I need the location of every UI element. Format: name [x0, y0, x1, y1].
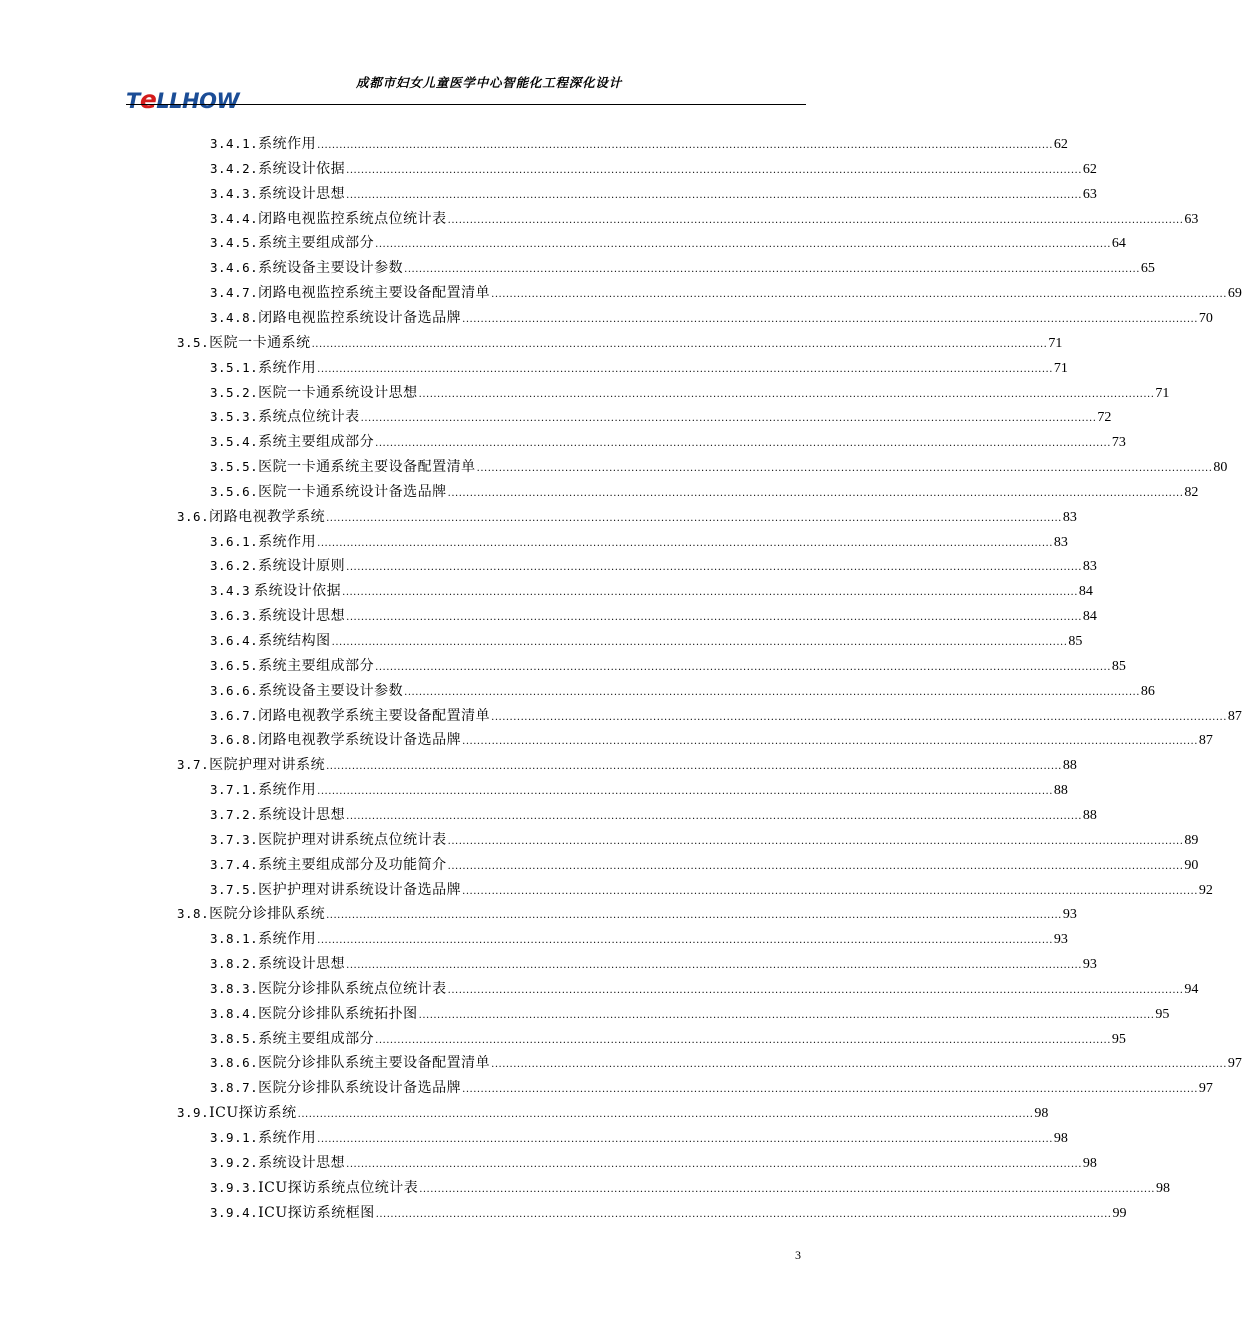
toc-dot-leader: ........................................................................................................................................................................................................	[404, 686, 1140, 698]
toc-entry[interactable]	[210, 878, 1213, 902]
toc-entry[interactable]	[210, 853, 1199, 877]
toc-entry[interactable]	[210, 1126, 1068, 1150]
toc-entry-number: 3.5.3.	[210, 409, 259, 425]
toc-entry-page: 84	[1078, 584, 1093, 600]
toc-entry[interactable]	[210, 554, 1097, 578]
toc-dot-leader: ........................................................................................................................................................................................................	[462, 313, 1198, 325]
toc-entry[interactable]	[210, 381, 1170, 405]
toc-entry-page: 83	[1053, 534, 1068, 550]
toc-entry-number: 3.4.8.	[210, 309, 259, 325]
toc-entry[interactable]	[210, 828, 1199, 852]
toc-entry-title: 系统设计依据	[254, 583, 342, 600]
toc-dot-leader: ........................................................................................................................................................................................................	[346, 960, 1082, 972]
toc-entry[interactable]	[210, 778, 1068, 802]
toc-entry-page: 62	[1053, 137, 1068, 152]
toc-entry[interactable]	[210, 1151, 1097, 1175]
toc-entry-number: 3.4.3.	[210, 185, 259, 201]
toc-entry[interactable]	[210, 704, 1242, 728]
toc-dot-leader: ........................................................................................................................................................................................................	[404, 264, 1140, 276]
toc-entry-page: 98	[1082, 1155, 1097, 1171]
toc-entry-number: 3.6.8.	[210, 732, 259, 748]
toc-entry[interactable]	[210, 530, 1068, 554]
toc-dot-leader: ........................................................................................................................................................................................................	[346, 1158, 1082, 1170]
toc-dot-leader: ........................................................................................................................................................................................................	[462, 885, 1198, 897]
toc-entry-title: 系统作用	[258, 533, 317, 550]
toc-entry-number: 3.4.4.	[210, 210, 259, 226]
toc-dot-leader: ........................................................................................................................................................................................................	[331, 637, 1068, 648]
toc-entry-page: 97	[1198, 1081, 1213, 1097]
toc-entry[interactable]	[210, 207, 1199, 231]
toc-entry-page: 71	[1155, 385, 1170, 401]
toc-entry-page: 94	[1184, 981, 1199, 997]
toc-entry-page: 72	[1097, 410, 1112, 426]
toc-entry-number: 3.7.	[177, 757, 210, 773]
toc-dot-leader: ........................................................................................................................................................................................................	[491, 289, 1227, 301]
toc-dot-leader: ........................................................................................................................................................................................................	[447, 835, 1184, 847]
toc-entry-title: 医院一卡通系统主要设备配置清单	[258, 459, 476, 476]
toc-entry-number: 3.7.3.	[210, 831, 259, 847]
toc-entry[interactable]	[210, 455, 1228, 479]
toc-dot-leader: ........................................................................................................................................................................................................	[326, 761, 1062, 773]
toc-entry-title: 系统主要组成部分	[258, 657, 375, 674]
toc-entry-page: 98	[1034, 1106, 1049, 1122]
toc-dot-leader: ........................................................................................................................................................................................................	[418, 388, 1155, 400]
toc-entry-page: 88	[1053, 783, 1068, 799]
toc-dot-leader: ........................................................................................................................................................................................................	[346, 612, 1082, 624]
toc-entry-title: 系统设计原则	[258, 558, 346, 575]
toc-entry-page: 83	[1082, 559, 1097, 575]
toc-entry-title: 系统设计思想	[258, 956, 346, 973]
toc-entry[interactable]	[210, 430, 1126, 454]
toc-entry[interactable]	[210, 803, 1097, 827]
toc-dot-leader: ........................................................................................................................................................................................................	[375, 438, 1111, 450]
toc-entry-number: 3.9.3.	[210, 1179, 259, 1195]
toc-entry-title: 系统作用	[258, 136, 317, 152]
toc-entry-number: 3.5.5.	[210, 459, 259, 475]
toc-entry-page: 84	[1082, 609, 1097, 625]
toc-entry-title: 系统设备主要设计参数	[258, 260, 404, 277]
toc-entry-title: 医院一卡通系统设计思想	[258, 384, 418, 401]
toc-entry-page: 98	[1053, 1131, 1068, 1146]
toc-dot-leader: ........................................................................................................................................................................................................	[317, 363, 1053, 375]
toc-dot-leader: ........................................................................................................................................................................................................	[346, 562, 1082, 574]
toc-entry[interactable]	[177, 505, 1077, 529]
toc-entry-number: 3.4.1.	[210, 136, 259, 151]
toc-entry[interactable]	[210, 1027, 1126, 1051]
toc-entry[interactable]	[177, 331, 1063, 355]
toc-entry[interactable]	[210, 1201, 1127, 1225]
toc-entry-page: 65	[1140, 261, 1155, 277]
toc-entry[interactable]	[210, 728, 1213, 752]
toc-entry-number: 3.9.4.	[210, 1204, 259, 1220]
toc-entry-number: 3.5.	[177, 334, 210, 350]
toc-dot-leader: ........................................................................................................................................................................................................	[317, 786, 1053, 798]
toc-entry[interactable]	[210, 679, 1155, 703]
toc-dot-leader: ........................................................................................................................................................................................................	[375, 1034, 1111, 1046]
toc-entry[interactable]	[210, 132, 1068, 156]
toc-dot-leader: ........................................................................................................................................................................................................	[375, 239, 1111, 251]
toc-entry-page: 87	[1227, 708, 1242, 724]
logo-letter-e: e	[139, 85, 157, 114]
logo-letter-t: T	[126, 89, 140, 113]
toc-entry[interactable]	[210, 629, 1083, 653]
toc-entry-title: ICU探访系统点位统计表	[258, 1179, 419, 1196]
toc-entry-number: 3.8.2.	[210, 956, 259, 972]
toc-entry-page: 82	[1184, 484, 1199, 500]
toc-dot-leader: ........................................................................................................................................................................................................	[311, 338, 1048, 350]
toc-entry-page: 64	[1111, 236, 1126, 252]
toc-entry-title: 医院分诊排队系统拓扑图	[258, 1005, 418, 1022]
toc-entry-page: 92	[1198, 882, 1213, 898]
toc-entry-title: 系统设计思想	[258, 1154, 346, 1171]
toc-dot-leader: ........................................................................................................................................................................................................	[346, 164, 1082, 176]
toc-entry-number: 3.8.7.	[210, 1080, 259, 1096]
toc-entry-number: 3.7.2.	[210, 806, 259, 822]
toc-entry-title: 医院护理对讲系统点位统计表	[258, 831, 447, 848]
toc-entry-page: 88	[1082, 807, 1097, 823]
toc-entry-number: 3.9.	[177, 1105, 210, 1121]
toc-dot-leader: ........................................................................................................................................................................................................	[342, 587, 1078, 599]
toc-entry[interactable]	[210, 405, 1112, 429]
toc-entry[interactable]	[210, 182, 1097, 206]
toc-entry-title: 系统作用	[258, 359, 317, 376]
toc-entry-page: 89	[1184, 832, 1199, 848]
toc-entry-page: 86	[1140, 683, 1155, 699]
toc-entry-number: 3.8.1.	[210, 931, 259, 947]
toc-dot-leader: ........................................................................................................................................................................................................	[346, 810, 1082, 822]
toc-dot-leader: ........................................................................................................................................................................................................	[418, 1009, 1155, 1021]
toc-entry-number: 3.6.6.	[210, 682, 259, 698]
toc-entry[interactable]	[210, 231, 1126, 255]
toc-entry-number: 3.4.6.	[210, 260, 259, 276]
toc-entry-number: 3.8.3.	[210, 980, 259, 996]
toc-entry-title: 系统主要组成部分	[258, 434, 375, 451]
toc-entry-page: 62	[1082, 161, 1097, 177]
toc-entry-page: 93	[1062, 907, 1077, 923]
toc-entry[interactable]	[210, 306, 1213, 330]
toc-entry-title: 医院一卡通系统设计备选品牌	[258, 483, 447, 500]
toc-entry-page: 95	[1111, 1031, 1126, 1047]
toc-entry[interactable]	[210, 1002, 1170, 1026]
toc-entry-page: 87	[1198, 733, 1213, 749]
toc-entry-number: 3.6.2.	[210, 558, 259, 574]
toc-entry-title: 系统结构图	[258, 633, 331, 649]
toc-entry-title: 系统设计思想	[258, 185, 346, 202]
toc-entry-number: 3.6.3.	[210, 608, 259, 624]
toc-dot-leader: ........................................................................................................................................................................................................	[326, 910, 1062, 922]
toc-entry-title: 系统作用	[258, 1130, 317, 1146]
toc-dot-leader: ........................................................................................................................................................................................................	[346, 189, 1082, 201]
toc-entry-title: 系统设计依据	[258, 160, 346, 177]
toc-dot-leader: ........................................................................................................................................................................................................	[447, 214, 1184, 226]
toc-entry-number: 3.6.	[177, 508, 210, 524]
toc-entry[interactable]	[210, 480, 1199, 504]
toc-dot-leader: ........................................................................................................................................................................................................	[462, 736, 1198, 748]
toc-entry-title: 医院分诊排队系统	[209, 906, 326, 923]
toc-entry-page: 71	[1053, 360, 1068, 376]
toc-entry-number: 3.4.7.	[210, 285, 259, 301]
toc-entry-title: 医院分诊排队系统设计备选品牌	[258, 1080, 462, 1097]
toc-entry-page: 73	[1111, 435, 1126, 451]
toc-entry-number: 3.8.4.	[210, 1005, 259, 1021]
toc-entry-page: 70	[1198, 310, 1213, 326]
toc-dot-leader: ........................................................................................................................................................................................................	[375, 661, 1111, 673]
toc-entry-number: 3.4.3	[210, 583, 251, 599]
toc-dot-leader: ........................................................................................................................................................................................................	[447, 860, 1184, 872]
toc-dot-leader: ........................................................................................................................................................................................................	[297, 1109, 1034, 1121]
toc-entry-page: 71	[1048, 335, 1063, 351]
toc-entry-title: 闭路电视教学系统设计备选品牌	[258, 732, 462, 749]
toc-entry[interactable]	[210, 1051, 1242, 1075]
toc-entry-number: 3.5.6.	[210, 483, 259, 499]
toc-dot-leader: ........................................................................................................................................................................................................	[447, 487, 1184, 499]
toc-entry-title: 闭路电视监控系统主要设备配置清单	[258, 285, 491, 302]
toc-entry-title: ICU探访系统框图	[258, 1204, 375, 1221]
toc-entry[interactable]	[210, 604, 1097, 628]
logo-letters-llhow: LLHOW	[156, 89, 240, 113]
toc-entry-page: 85	[1068, 634, 1083, 649]
toc-entry-number: 3.5.4.	[210, 434, 259, 450]
toc-entry-number: 3.5.1.	[210, 359, 259, 375]
toc-entry-page: 80	[1213, 460, 1228, 476]
toc-entry-title: 医院分诊排队系统主要设备配置清单	[258, 1055, 491, 1072]
toc-entry[interactable]	[177, 753, 1077, 777]
toc-entry-title: 闭路电视教学系统主要设备配置清单	[258, 707, 491, 724]
toc-entry-page: 69	[1227, 286, 1242, 302]
toc-entry[interactable]	[210, 1076, 1213, 1100]
toc-entry-number: 3.8.	[177, 906, 210, 922]
toc-entry-number: 3.8.5.	[210, 1030, 259, 1046]
toc-entry[interactable]	[210, 952, 1097, 976]
toc-entry[interactable]	[210, 157, 1097, 181]
toc-entry-page: 90	[1184, 857, 1199, 873]
toc-entry-page: 85	[1111, 658, 1126, 674]
toc-entry[interactable]	[210, 927, 1068, 951]
toc-dot-leader: ........................................................................................................................................................................................................	[317, 140, 1053, 151]
toc-entry[interactable]	[210, 256, 1155, 280]
toc-entry-page: 99	[1112, 1205, 1127, 1221]
toc-entry-title: 闭路电视监控系统点位统计表	[258, 210, 447, 227]
toc-entry-number: 3.6.5.	[210, 657, 259, 673]
toc-entry-page: 88	[1062, 758, 1077, 774]
toc-entry-title: 系统设备主要设计参数	[258, 682, 404, 699]
toc-entry-title: 系统作用	[258, 931, 317, 948]
toc-entry-number: 3.6.7.	[210, 707, 259, 723]
toc-entry-number: 3.8.6.	[210, 1055, 259, 1071]
toc-entry[interactable]	[210, 977, 1199, 1001]
toc-entry-number: 3.4.2.	[210, 160, 259, 176]
toc-dot-leader: ........................................................................................................................................................................................................	[491, 711, 1227, 723]
toc-entry[interactable]	[210, 281, 1242, 305]
toc-dot-leader: ........................................................................................................................................................................................................	[317, 935, 1053, 947]
toc-entry-page: 93	[1053, 932, 1068, 948]
header-divider	[126, 104, 806, 105]
toc-entry-page: 95	[1155, 1006, 1170, 1022]
toc-entry-number: 3.7.4.	[210, 856, 259, 872]
toc-entry-title: 闭路电视教学系统	[209, 508, 326, 525]
toc-entry-title: 系统点位统计表	[258, 409, 360, 426]
toc-entry-number: 3.7.5.	[210, 881, 259, 897]
toc-entry-page: 63	[1184, 211, 1199, 227]
toc-entry-title: 医院护理对讲系统	[209, 757, 326, 774]
toc-dot-leader: ........................................................................................................................................................................................................	[326, 512, 1062, 524]
toc-entry-page: 98	[1155, 1180, 1170, 1196]
toc-entry-title: 系统设计思想	[258, 806, 346, 823]
toc-entry-number: 3.5.2.	[210, 384, 259, 400]
toc-entry-number: 3.6.4.	[210, 633, 259, 648]
toc-entry[interactable]	[210, 356, 1068, 380]
toc-entry-number: 3.9.2.	[210, 1154, 259, 1170]
toc-dot-leader: ........................................................................................................................................................................................................	[476, 463, 1213, 475]
toc-entry-title: 系统主要组成部分及功能简介	[258, 856, 447, 873]
toc-dot-leader: ........................................................................................................................................................................................................	[462, 1084, 1198, 1096]
toc-entry-page: 97	[1227, 1056, 1242, 1072]
toc-entry[interactable]	[210, 654, 1126, 678]
toc-entry-number: 3.6.1.	[210, 533, 259, 549]
toc-entry-number: 3.9.1.	[210, 1130, 259, 1145]
toc-entry-title: 系统作用	[258, 782, 317, 799]
toc-entry-title: 系统主要组成部分	[258, 235, 375, 252]
toc-entry-title: 系统设计思想	[258, 608, 346, 625]
toc-entry-page: 63	[1082, 186, 1097, 202]
document-header-title: 成都市妇女儿童医学中心智能化工程深化设计	[356, 75, 623, 90]
toc-entry[interactable]	[210, 1176, 1170, 1200]
toc-dot-leader: ........................................................................................................................................................................................................	[360, 413, 1097, 425]
toc-entry-page: 93	[1082, 957, 1097, 973]
toc-entry-title: ICU探访系统	[209, 1105, 297, 1122]
toc-entry-title: 医院分诊排队系统点位统计表	[258, 980, 447, 997]
toc-entry-title: 闭路电视监控系统设计备选品牌	[258, 309, 462, 326]
toc-entry-number: 3.7.1.	[210, 782, 259, 798]
toc-entry-title: 医院一卡通系统	[209, 334, 311, 351]
toc-entry-number: 3.4.5.	[210, 235, 259, 251]
toc-dot-leader: ........................................................................................................................................................................................................	[375, 1208, 1112, 1220]
toc-entry-page: 83	[1062, 509, 1077, 525]
toc-dot-leader: ........................................................................................................................................................................................................	[317, 537, 1053, 549]
toc-dot-leader: ........................................................................................................................................................................................................	[419, 1183, 1155, 1195]
toc-entry-title: 系统主要组成部分	[258, 1030, 375, 1047]
toc-dot-leader: ........................................................................................................................................................................................................	[447, 984, 1184, 996]
toc-dot-leader: ........................................................................................................................................................................................................	[491, 1059, 1227, 1071]
page-number: 3	[795, 1248, 801, 1262]
toc-entry[interactable]	[177, 902, 1077, 926]
company-logo	[126, 85, 248, 114]
toc-entry[interactable]	[210, 579, 1093, 603]
toc-entry[interactable]	[177, 1101, 1049, 1125]
toc-dot-leader: ........................................................................................................................................................................................................	[317, 1134, 1053, 1145]
toc-entry-title: 医护护理对讲系统设计备选品牌	[258, 881, 462, 898]
